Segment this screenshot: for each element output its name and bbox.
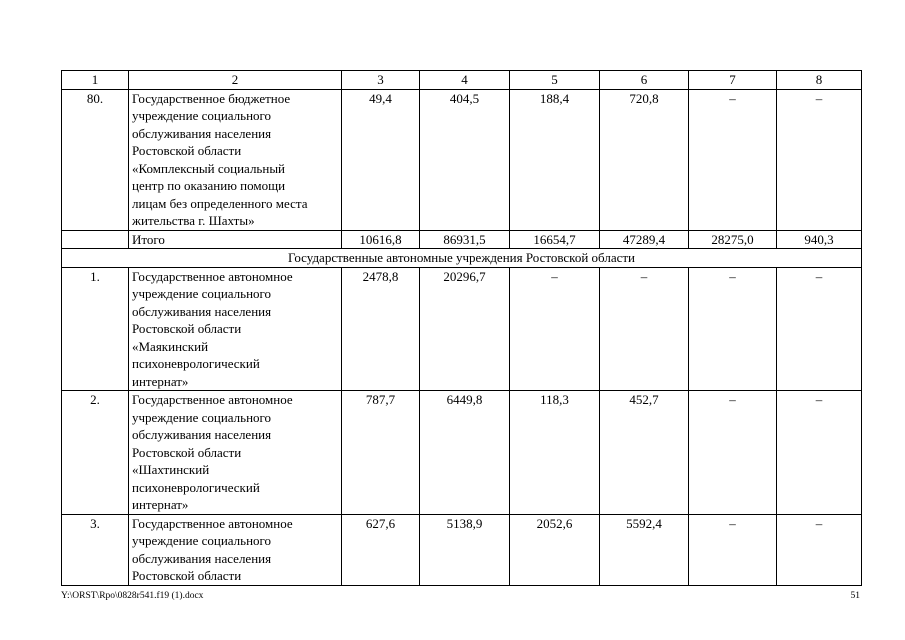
table-row	[62, 514, 862, 585]
header-cell: 2	[129, 71, 342, 90]
section-row	[62, 249, 862, 268]
value-cell: –	[777, 267, 862, 391]
value-cell: 118,3	[510, 391, 600, 515]
value-cell: –	[689, 514, 777, 585]
institution-name: Государственное автономное учреждение социального обслуживания населения Ростовской области «Маякинский психоневрологический интернат»	[129, 267, 342, 391]
value-cell: –	[689, 89, 777, 230]
institution-name: Государственное бюджетное учреждение социального обслуживания населения Ростовской области «Комплексный социальный центр по оказанию помощи лицам без определенного места жительства г. Шахты»	[129, 89, 342, 230]
data-table	[61, 70, 862, 586]
table-header-row	[62, 71, 862, 90]
footer-page-number: 51	[850, 591, 860, 601]
row-number: 2.	[62, 391, 129, 515]
table-row	[62, 89, 862, 230]
value-cell: 188,4	[510, 89, 600, 230]
value-cell: 5138,9	[420, 514, 510, 585]
table-row	[62, 391, 862, 515]
value-cell: 47289,4	[600, 230, 689, 249]
institution-name: Государственное автономное учреждение социального обслуживания населения Ростовской области	[129, 514, 342, 585]
value-cell: 404,5	[420, 89, 510, 230]
row-number: 80.	[62, 89, 129, 230]
value-cell: 2478,8	[342, 267, 420, 391]
header-cell: 6	[600, 71, 689, 90]
value-cell: 2052,6	[510, 514, 600, 585]
value-cell: –	[777, 89, 862, 230]
value-cell: –	[777, 514, 862, 585]
value-cell: 940,3	[777, 230, 862, 249]
value-cell: 20296,7	[420, 267, 510, 391]
value-cell: –	[689, 391, 777, 515]
value-cell: 452,7	[600, 391, 689, 515]
value-cell: –	[689, 267, 777, 391]
header-cell: 8	[777, 71, 862, 90]
value-cell: 720,8	[600, 89, 689, 230]
value-cell: 86931,5	[420, 230, 510, 249]
header-cell: 7	[689, 71, 777, 90]
value-cell: 6449,8	[420, 391, 510, 515]
value-cell: 28275,0	[689, 230, 777, 249]
row-number: 3.	[62, 514, 129, 585]
value-cell: 10616,8	[342, 230, 420, 249]
header-cell: 5	[510, 71, 600, 90]
value-cell: 5592,4	[600, 514, 689, 585]
value-cell: 627,6	[342, 514, 420, 585]
header-cell: 1	[62, 71, 129, 90]
total-label: Итого	[129, 230, 342, 249]
value-cell: 16654,7	[510, 230, 600, 249]
row-number	[62, 230, 129, 249]
header-cell: 4	[420, 71, 510, 90]
total-row	[62, 230, 862, 249]
footer-file-path: Y:\ORST\Rpo\0828r541.f19 (1).docx	[61, 591, 204, 601]
value-cell: 49,4	[342, 89, 420, 230]
section-title: Государственные автономные учреждения Ростовской области	[62, 249, 862, 268]
value-cell: –	[777, 391, 862, 515]
table-row	[62, 267, 862, 391]
row-number: 1.	[62, 267, 129, 391]
institution-name: Государственное автономное учреждение социального обслуживания населения Ростовской области «Шахтинский психоневрологический интернат»	[129, 391, 342, 515]
value-cell: –	[510, 267, 600, 391]
header-cell: 3	[342, 71, 420, 90]
value-cell: –	[600, 267, 689, 391]
value-cell: 787,7	[342, 391, 420, 515]
